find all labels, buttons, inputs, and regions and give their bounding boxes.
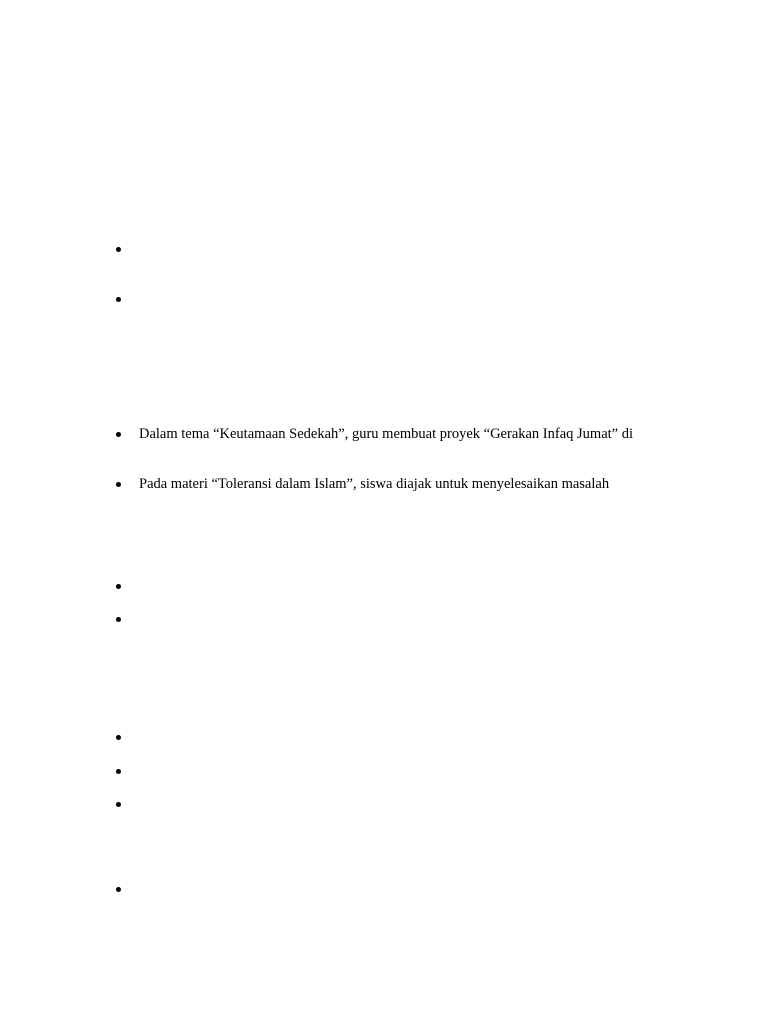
bullet-icon — [116, 802, 121, 807]
bullet-icon — [116, 887, 121, 892]
bullet-icon — [116, 617, 121, 622]
bullet-icon — [116, 432, 121, 437]
list-item-text: Dalam tema “Keutamaan Sedekah”, guru membuat proyek “Gerakan Infaq Jumat” di — [139, 426, 634, 442]
bullet-icon — [116, 482, 121, 487]
bullet-icon — [116, 297, 121, 302]
list-item — [114, 289, 121, 309]
bullet-icon — [116, 584, 121, 589]
bullet-icon — [116, 247, 121, 252]
list-item — [114, 609, 121, 629]
list-item — [114, 576, 121, 596]
list-item — [114, 727, 121, 747]
list-item — [114, 761, 121, 781]
list-item — [114, 239, 121, 259]
list-item-text: Pada materi “Toleransi dalam Islam”, siswa diajak untuk menyelesaikan masalah — [139, 476, 610, 492]
list-item — [114, 794, 121, 814]
list-item — [114, 879, 121, 899]
list-item — [114, 474, 610, 494]
list-item — [114, 424, 634, 444]
bullet-icon — [116, 769, 121, 774]
bullet-icon — [116, 735, 121, 740]
